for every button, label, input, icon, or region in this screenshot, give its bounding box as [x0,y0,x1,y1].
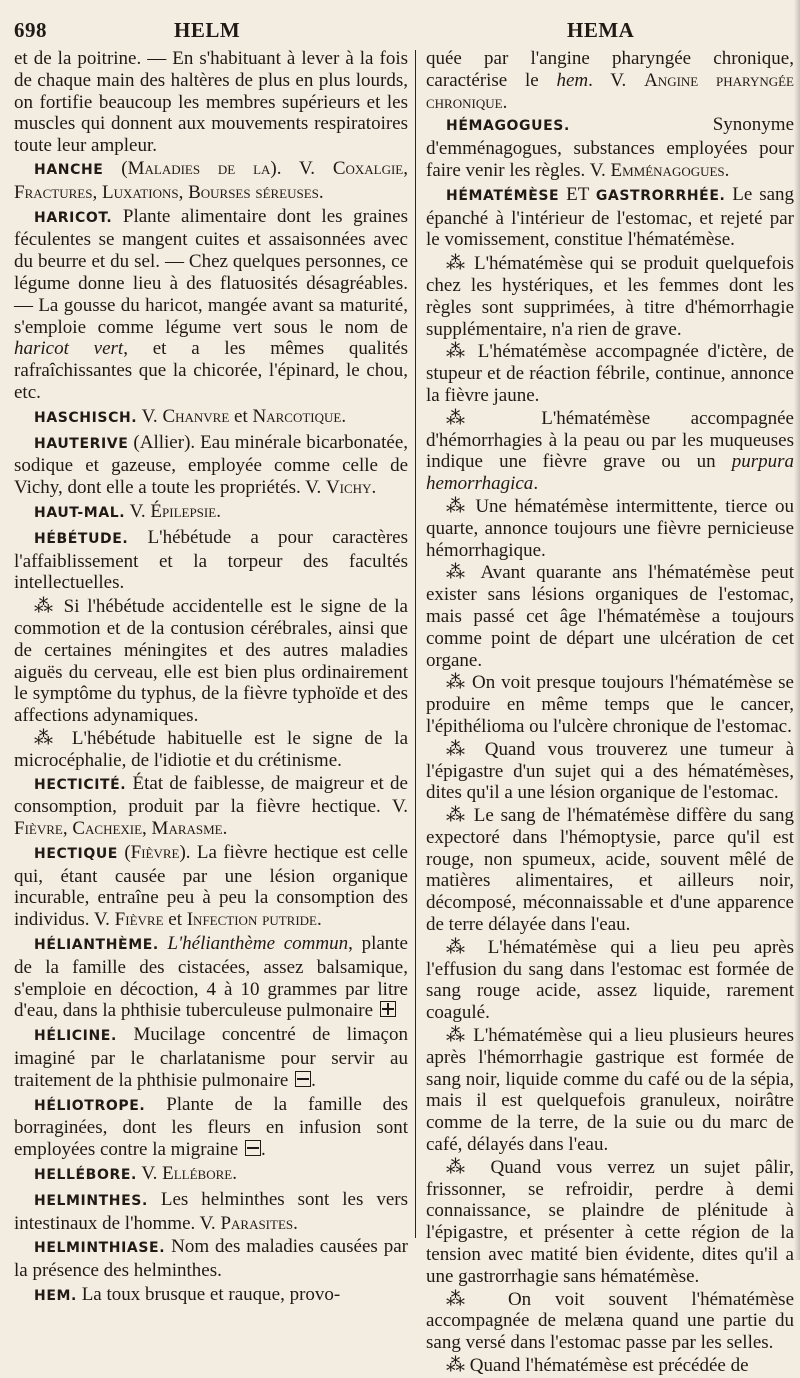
cross-reference: Fièvre, Cachexie, Marasme [14,818,223,840]
right-running-head: HEMA [567,18,635,42]
headword: HARICOT. [34,209,113,226]
headword: HECTIQUE [34,845,118,862]
continued-paragraph: et de la poitrine. — En s'habituant à lever à la fois de chaque main des haltères de plus en plus lourds, on fortifie beaucoup les membres supérieurs et les muscles qui donnent aux mouvements respiratoires toute leur ampleur. [14,48,408,157]
headword: HÉBÉTUDE. [34,530,129,547]
cross-reference: Parasites [220,1212,294,1234]
paragraph: ⁂ Quand vous trouverez une tumeur à l'épigastre d'un sujet qui a des hématémèses, dites qu'il a une lésion organique de l'estomac. [426,738,794,804]
entry-hematemese: HÉMATÉMÈSE ET GASTRORRHÉE. Le sang épanché à l'intérieur de l'estomac, et rejeté par le vomissement, constitue l'hématémèse. [426,183,795,251]
entry-hebetude: HÉBÉTUDE. L'hébétude a pour caractères l'affaiblissement et la torpeur des facultés intellectuelles. [14,526,409,594]
cross-reference: Infection putride [186,909,317,931]
left-column [14,48,408,1310]
entry-haut-mal: HAUT-MAL. V. Épilepsie. [34,500,221,522]
entry-haschisch: HASCHISCH. V. Chanvre et Narcotique. [34,405,347,427]
paragraph: ⁂ L'hébétude habituelle est le signe de la microcéphalie, de l'idiotie et du crétinisme. [14,727,408,771]
entry-helminthiase: HELMINTHIASE. Nom des maladies causées par la présence des helminthes. [14,1236,409,1282]
paragraph: ⁂ L'hématémèse qui a lieu peu après l'effusion du sang dans l'estomac est formée de sang rouge acide, assez liquide, rarement coagulé. [426,936,794,1024]
paragraph: ⁂ On voit presque toujours l'hématémèse se produire en même temps que le cancer, l'épithélioma ou l'ulcère chronique de l'estomac. [426,672,794,737]
entry-heliotrope: HÉLIOTROPE. Plante de la famille des borraginées, dont les fleurs en infusion sont employées contre la migraine . [14,1093,408,1161]
entry-hanche: HANCHE (Maladies de la). V. Coxalgie, Fractures, Luxations, Bourses séreuses. [14,157,408,203]
entry-haricot: HARICOT. Plante alimentaire dont les graines féculentes se mangent cuites et assaisonnées avec du beurre et du sel. — Chez quelques personnes, ce légume donne lieu à des flatuosités désagréables. — La gousse du haricot, mangée avant sa maturité, s'emploie comme légume vert sous le nom de haricot vert, et a les mêmes qualités rafraîchissantes que la chicorée, l'épinard, le chou, etc. [14,205,408,403]
cross-reference: Coxalgie, Fractures, Luxations, Bourses séreuses [14,157,408,203]
page-header [14,12,794,46]
headword: GASTRORRHÉE. [595,187,726,204]
paragraph: ⁂ L'hématémèse accompagnée d'hémorrhagies à la peau ou par les muqueuses indique une fièvre grave ou un purpura hemorrhagica. [426,407,795,495]
headword: HELMINTHES. [34,1192,148,1209]
paragraph: ⁂ Le sang de l'hématémèse diffère du sang expectoré dans l'hémoptysie, parce qu'il est rouge, non spumeux, acide, souvent mêlé de matières alimentaires, et ailleurs noir, décomposé, méconnaissable et d'une apparence de terre délayée dans l'eau. [426,805,794,936]
page-edge-shadow [794,0,800,1260]
left-running-head: HELM [174,18,241,42]
paragraph: ⁂ On voit souvent l'hématémèse accompagnée de melæna quand une partie du sang versé dans l'estomac passe par les selles. [426,1288,794,1354]
headword: HÉLICINE. [34,1028,117,1045]
entry-helminthes: HELMINTHES. Les helminthes sont les vers intestinaux de l'homme. V. Parasites. [14,1188,409,1234]
minus-box-icon [295,1071,311,1087]
headword: HÉLIOTROPE. [34,1097,146,1114]
minus-box-icon [245,1140,261,1156]
cross-reference: Vichy [325,477,372,499]
entry-hellebore: HELLÉBORE. V. Ellébore. [34,1163,237,1185]
cross-reference: Angine pharyngée chronique [426,69,795,113]
headword: HÉLIANTHÈME. [34,937,159,954]
entry-hecticite: HECTICITÉ. État de faiblesse, de maigreur et de consomption, produit par la fièvre hectique. V. Fièvre, Cachexie, Marasme. [14,772,408,840]
cross-reference: Maladies de la [127,157,271,179]
paragraph: ⁂ Quand vous verrez un sujet pâlir, frissonner, se refroidir, perdre à demi connaissance, se plaindre de plénitude à l'épigastre, et présenter à cette région de la tension avec matité bien évidente, dites qu'il a une gastrorrhagie sans hématémèse. [426,1156,794,1287]
headword: HÉMAGOGUES. [446,118,570,135]
headword: HELLÉBORE. [34,1167,137,1184]
headword: HAUT-MAL. [34,504,126,521]
cross-reference: Fièvre [130,841,180,863]
column-divider [415,50,416,1238]
headword: HASCHISCH. [34,409,138,426]
right-column [426,48,794,1378]
cross-reference: Narcotique [252,405,342,427]
cross-reference: Ellébore [162,1163,233,1185]
page-number: 698 [14,18,47,42]
cross-reference: Épilepsie [150,500,217,522]
cross-reference: Fièvre [114,909,164,931]
entry-helicine: HÉLICINE. Mucilage concentré de limaçon imaginé par le charlatanisme pour servir au traitement de la phthisie pulmonaire . [14,1024,408,1091]
cross-reference: Emménagogues [610,159,725,181]
headword: HANCHE [34,161,104,178]
cross-reference: Chanvre [162,405,230,427]
entry-helianthème: HÉLIANTHÈME. L'hélianthème commun, plante de la famille des cistacées, assez balsamique, s'emploie en décoction, 4 à 10 grammes par litre d'eau, dans la phthisie tuberculeuse pulmonaire [14,933,408,1022]
headword: HÉMATÉMÈSE [446,187,560,204]
paragraph: ⁂ L'hématémèse qui se produit quelquefois chez les hystériques, et les femmes dont les règles sont supprimées, à titre d'hémorrhagie supplémentaire, n'a rien de grave. [426,253,794,340]
paragraph: ⁂ Quand l'hématémèse est précédée de [446,1355,749,1377]
paragraph: ⁂ Avant quarante ans l'hématémèse peut exister sans lésions organiques de l'estomac, mais passé cet âge l'hématémèse a toujours comme point de départ une ulcération de cet organe. [426,562,794,671]
entry-hauterive: HAUTERIVE (Allier). Eau minérale bicarbonatée, sodique et gazeuse, employée comme celle de Vichy, dont elle a toute les propriétés. V. Vichy. [14,431,409,499]
headword: HAUTERIVE [34,435,129,452]
headword: HEM. [34,1288,77,1305]
paragraph: ⁂ L'hématémèse qui a lieu plusieurs heures après l'hémorrhagie gastrique est formée de sang noir, liquide comme du café ou de la sépia, mais il est quelquefois granuleux, noirâtre comme de la terre, de la suie ou du marc de café, délayés dans l'eau. [426,1025,794,1156]
paragraph: ⁂ Si l'hébétude accidentelle est le signe de la commotion et de la contusion cérébrales, ainsi que de certaines méningites et des autres maladies aiguës du cerveau, elle est bien plus ordinairement le symptôme du typhus, de la fièvre typhoïde et des affections adynamiques. [14,596,408,727]
entry-hectique: HECTIQUE (Fièvre). La fièvre hectique est celle qui, étant causée par une lésion organique incurable, entraîne peu à peu la consomption des individus. V. Fièvre et Infection putride. [14,841,408,931]
headword: HECTICITÉ. [34,776,127,793]
entry-hem: HEM. La toux brusque et rauque, provo- [34,1284,341,1306]
headword: HELMINTHIASE. [34,1240,166,1257]
paragraph: ⁂ L'hématémèse accompagnée d'ictère, de stupeur et de réaction fébrile, continue, annonce la fièvre jaune. [426,341,794,406]
entry-hemagogues: HÉMAGOGUES. Synonyme d'emménagogues, substances employées pour faire venir les règles. V. Emménagogues. [426,114,794,181]
paragraph: ⁂ Une hématémèse intermittente, tierce ou quarte, annonce toujours une fièvre pernicieuse hémorrhagique. [426,495,794,561]
plus-box-icon [380,1001,396,1017]
continued-paragraph: quée par l'angine pharyngée chronique, caractérise le hem. V. Angine pharyngée chronique. [426,48,795,113]
